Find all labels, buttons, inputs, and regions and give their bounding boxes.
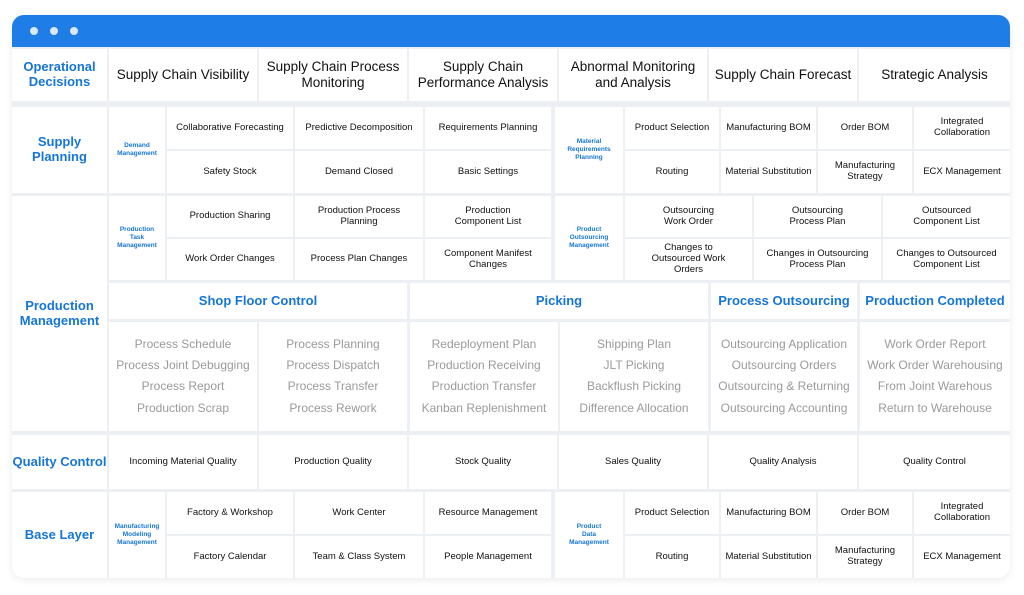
supply-item[interactable]: Product Selection: [625, 107, 719, 149]
list-item[interactable]: Process Dispatch: [286, 357, 380, 372]
shop-floor-list: [259, 322, 407, 431]
base-item[interactable]: Work Center: [295, 492, 423, 534]
list-item[interactable]: From Joint Warehous: [877, 379, 993, 394]
list-item[interactable]: Return to Warehouse: [878, 400, 992, 415]
outsourcing-item[interactable]: Changes to Outsourced Component List: [883, 239, 1010, 280]
base-item[interactable]: Manufacturing BOM: [721, 492, 816, 534]
supply-item[interactable]: Manufacturing BOM: [721, 107, 816, 149]
operational-item[interactable]: Strategic Analysis: [859, 49, 1010, 101]
picking-list: [410, 322, 558, 431]
base-item[interactable]: Factory Calendar: [167, 536, 293, 578]
supply-item[interactable]: Routing: [625, 151, 719, 193]
base-item[interactable]: Material Substitution: [721, 536, 816, 578]
production-task-item[interactable]: Component Manifest Changes: [425, 239, 551, 280]
category-label: Production Management: [12, 196, 107, 431]
supply-item[interactable]: Manufacturing Strategy: [818, 151, 912, 193]
supply-item[interactable]: Integrated Collaboration: [914, 107, 1010, 149]
production-completed-list: [860, 322, 1010, 431]
list-item[interactable]: JLT Picking: [603, 357, 665, 372]
list-item[interactable]: Process Schedule: [134, 336, 232, 351]
production-task-item[interactable]: Work Order Changes: [167, 239, 293, 280]
supply-item[interactable]: Material Substitution: [721, 151, 816, 193]
list-item[interactable]: Outsourcing Application: [720, 336, 848, 351]
group-label: Material Requirements Planning: [555, 107, 623, 193]
supply-planning-row: [12, 107, 1010, 193]
base-layer-row: [12, 492, 1010, 578]
list-item[interactable]: Process Report: [141, 379, 225, 394]
quality-item[interactable]: Stock Quality: [409, 435, 557, 489]
outsourcing-item[interactable]: Outsourcing Work Order: [625, 196, 752, 237]
list-item[interactable]: Production Transfer: [431, 379, 537, 394]
list-item[interactable]: Production Receiving: [427, 357, 541, 372]
app-window: [12, 15, 1010, 578]
outsourcing-item[interactable]: Changes in Outsourcing Process Plan: [754, 239, 881, 280]
quality-control-row: [12, 435, 1010, 489]
outsourcing-item[interactable]: Outsourcing Process Plan: [754, 196, 881, 237]
list-item[interactable]: Backflush Picking: [586, 379, 682, 394]
list-item[interactable]: Shipping Plan: [596, 336, 672, 351]
supply-item[interactable]: Basic Settings: [425, 151, 551, 193]
list-item[interactable]: Production Scrap: [136, 400, 230, 415]
section-header-production-completed: Production Completed: [860, 283, 1010, 319]
base-item[interactable]: Resource Management: [425, 492, 551, 534]
quality-item[interactable]: Quality Control: [859, 435, 1010, 489]
category-label: Quality Control: [12, 435, 107, 489]
supply-item[interactable]: ECX Management: [914, 151, 1010, 193]
window-dot-icon[interactable]: [30, 27, 38, 35]
title-bar: [12, 15, 1010, 47]
base-item[interactable]: Integrated Collaboration: [914, 492, 1010, 534]
base-item[interactable]: People Management: [425, 536, 551, 578]
list-item[interactable]: Work Order Warehousing: [867, 357, 1003, 372]
production-task-item[interactable]: Production Process Planning: [295, 196, 423, 237]
operational-item[interactable]: Supply Chain Forecast: [709, 49, 857, 101]
list-item[interactable]: Difference Allocation: [579, 400, 689, 415]
supply-item[interactable]: Order BOM: [818, 107, 912, 149]
quality-item[interactable]: Production Quality: [259, 435, 407, 489]
base-item[interactable]: Product Selection: [625, 492, 719, 534]
list-item[interactable]: Process Joint Debugging: [116, 357, 250, 372]
operational-decisions-row: [12, 47, 1010, 103]
section-header-shop-floor: Shop Floor Control: [109, 283, 407, 319]
section-header-process-outsourcing: Process Outsourcing: [711, 283, 857, 319]
group-label: Manufacturing Modeling Management: [109, 492, 165, 578]
outsourcing-item[interactable]: Outsourced Component List: [883, 196, 1010, 237]
base-item[interactable]: Factory & Workshop: [167, 492, 293, 534]
list-item[interactable]: Work Order Report: [884, 336, 986, 351]
quality-item[interactable]: Incoming Material Quality: [109, 435, 257, 489]
production-task-item[interactable]: Production Sharing: [167, 196, 293, 237]
outsourcing-item[interactable]: Changes to Outsourced Work Orders: [625, 239, 752, 280]
category-label: Base Layer: [12, 492, 107, 578]
group-label: Product Outsourcing Management: [555, 196, 623, 280]
list-item[interactable]: Process Transfer: [287, 379, 379, 394]
quality-item[interactable]: Sales Quality: [559, 435, 707, 489]
section-header-picking: Picking: [410, 283, 708, 319]
supply-item[interactable]: Predictive Decomposition: [295, 107, 423, 149]
window-dot-icon[interactable]: [50, 27, 58, 35]
process-outsourcing-list: [711, 322, 857, 431]
shop-floor-list: [109, 322, 257, 431]
supply-item[interactable]: Safety Stock: [167, 151, 293, 193]
supply-item[interactable]: Collaborative Forecasting: [167, 107, 293, 149]
list-item[interactable]: Redeployment Plan: [431, 336, 537, 351]
operational-item[interactable]: Supply Chain Performance Analysis: [409, 49, 557, 101]
quality-item[interactable]: Quality Analysis: [709, 435, 857, 489]
production-task-item[interactable]: Process Plan Changes: [295, 239, 423, 280]
category-label: Supply Planning: [12, 107, 107, 193]
production-task-item[interactable]: Production Component List: [425, 196, 551, 237]
base-item[interactable]: Order BOM: [818, 492, 912, 534]
list-item[interactable]: Process Planning: [286, 336, 380, 351]
supply-item[interactable]: Requirements Planning: [425, 107, 551, 149]
base-item[interactable]: Routing: [625, 536, 719, 578]
supply-item[interactable]: Demand Closed: [295, 151, 423, 193]
operational-item[interactable]: Supply Chain Visibility: [109, 49, 257, 101]
base-item[interactable]: ECX Management: [914, 536, 1010, 578]
list-item[interactable]: Process Rework: [289, 400, 377, 415]
window-dot-icon[interactable]: [70, 27, 78, 35]
group-label: Demand Management: [109, 107, 165, 193]
list-item[interactable]: Outsourcing & Returning: [718, 379, 850, 394]
list-item[interactable]: Outsourcing Accounting: [720, 400, 848, 415]
base-item[interactable]: Team & Class System: [295, 536, 423, 578]
picking-list: [560, 322, 708, 431]
operational-item[interactable]: Abnormal Monitoring and Analysis: [559, 49, 707, 101]
list-item[interactable]: Kanban Replenishment: [421, 400, 547, 415]
group-label: Production Task Management: [109, 196, 165, 280]
operational-item[interactable]: Supply Chain Process Monitoring: [259, 49, 407, 101]
list-item[interactable]: Outsourcing Orders: [731, 357, 837, 372]
category-label: Operational Decisions: [12, 49, 107, 101]
production-management-row: [12, 196, 1010, 431]
group-label: Product Data Management: [555, 492, 623, 578]
base-item[interactable]: Manufacturing Strategy: [818, 536, 912, 578]
